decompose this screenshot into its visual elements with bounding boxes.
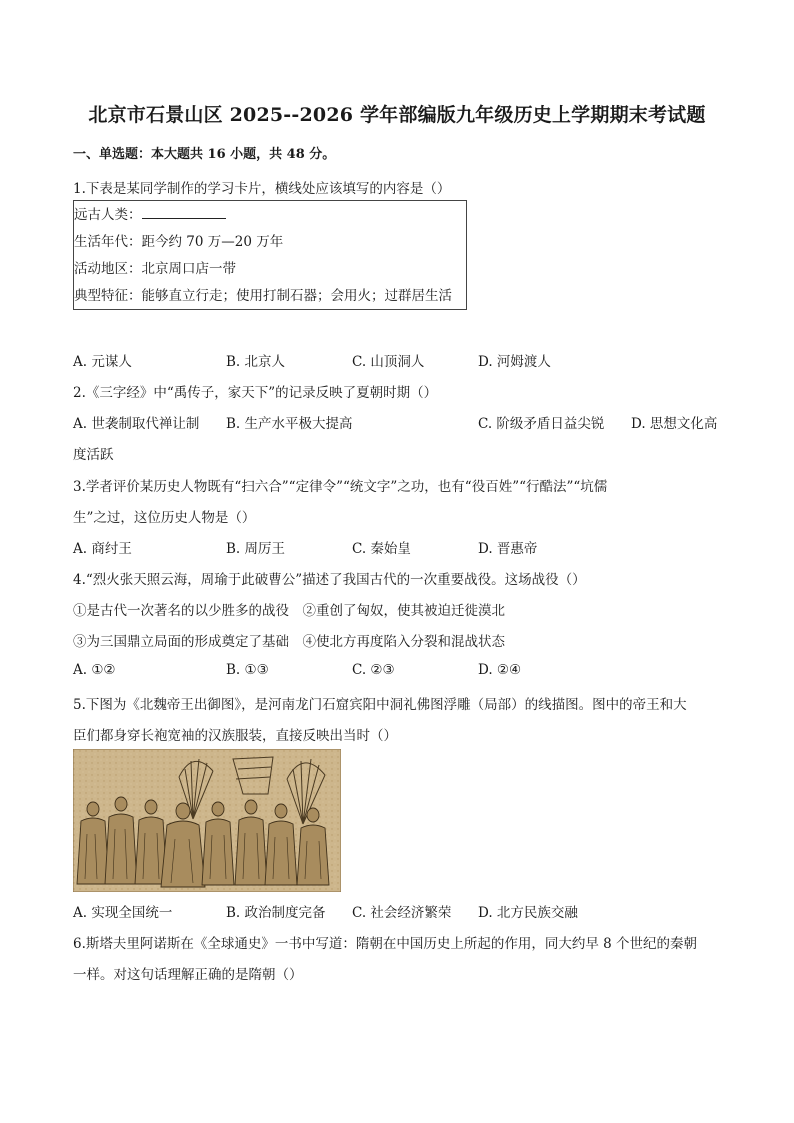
- q2-option-b[interactable]: B. 生产水平极大提高: [226, 416, 353, 432]
- q2-option-d-wrap: 度活跃: [73, 447, 114, 463]
- exam-title: 北京市石景山区 2025--2026 学年部编版九年级历史上学期期末考试题: [88, 104, 706, 126]
- q6-stem-line-1: 6.斯塔夫里阿诺斯在《全球通史》一书中写道：隋朝在中国历史上所起的作用，同大约早 8 个世纪的秦朝: [73, 936, 698, 952]
- q1-option-b[interactable]: B. 北京人: [226, 354, 286, 370]
- q4-stem: 4.“烈火张天照云海，周瑜于此破曹公”描述了我国古代的一次重要战役。这场战役（）: [73, 572, 586, 588]
- q2-option-a[interactable]: A. 世袭制取代禅让制: [73, 416, 200, 432]
- q1-stem: 1.下表是某同学制作的学习卡片，横线处应该填写的内容是（）: [73, 181, 451, 197]
- q5-stem-line-2: 臣们都身穿长袍宽袖的汉族服装，直接反映出当时（）: [73, 728, 397, 744]
- card-row-3: 活动地区：北京周口店一带: [74, 261, 236, 277]
- q2-option-c[interactable]: C. 阶级矛盾日益尖锐: [478, 416, 605, 432]
- q1-option-d[interactable]: D. 河姆渡人: [478, 354, 551, 370]
- q3-stem-line-2: 生”之过，这位历史人物是（）: [73, 510, 256, 526]
- q4-statements-1-2: ①是古代一次著名的以少胜多的战役 ②重创了匈奴，使其被迫迁徙漠北: [73, 603, 505, 619]
- q5-stem-line-1: 5.下图为《北魏帝王出御图》，是河南龙门石窟宾阳中洞礼佛图浮雕（局部）的线描图。图中的帝王和大: [73, 697, 687, 713]
- northern-wei-procession-relief-image: [73, 749, 341, 892]
- card-row-1: [74, 203, 226, 223]
- card-row-1-label: 远古人类：: [74, 207, 142, 223]
- q5-option-b[interactable]: B. 政治制度完备: [226, 905, 326, 921]
- q1-option-a[interactable]: A. 元谋人: [73, 354, 132, 370]
- q4-option-a[interactable]: A. ①②: [73, 662, 116, 678]
- answer-blank: [142, 206, 226, 219]
- card-row-2: 生活年代：距今约 70 万—20 万年: [74, 234, 284, 250]
- q5-option-d[interactable]: D. 北方民族交融: [478, 905, 578, 921]
- card-row-4: 典型特征：能够直立行走；使用打制石器；会用火；过群居生活: [74, 288, 452, 304]
- q1-option-c[interactable]: C. 山顶洞人: [352, 354, 425, 370]
- q2-option-d[interactable]: D. 思想文化高: [631, 416, 718, 432]
- q4-statements-3-4: ③为三国鼎立局面的形成奠定了基础 ④使北方再度陷入分裂和混战状态: [73, 634, 505, 650]
- q3-option-a[interactable]: A. 商纣王: [73, 541, 132, 557]
- q5-option-a[interactable]: A. 实现全国统一: [73, 905, 173, 921]
- q4-option-b[interactable]: B. ①③: [226, 662, 269, 678]
- q2-stem: 2.《三字经》中“禹传子，家天下”的记录反映了夏朝时期（）: [73, 385, 438, 401]
- section-header: 一、单选题：本大题共 16 小题，共 48 分。: [73, 147, 336, 162]
- relief-drawing: [73, 749, 341, 892]
- q6-stem-line-2: 一样。对这句话理解正确的是隋朝（）: [73, 967, 303, 983]
- q3-option-b[interactable]: B. 周厉王: [226, 541, 286, 557]
- q3-option-c[interactable]: C. 秦始皇: [352, 541, 411, 557]
- q4-option-c[interactable]: C. ②③: [352, 662, 395, 678]
- study-card: [73, 200, 467, 310]
- q5-option-c[interactable]: C. 社会经济繁荣: [352, 905, 452, 921]
- q4-option-d[interactable]: D. ②④: [478, 662, 522, 678]
- q3-stem-line-1: 3.学者评价某历史人物既有“扫六合”“定律令”“统文字”之功，也有“役百姓”“行酷法”“坑儒: [73, 479, 608, 495]
- q3-option-d[interactable]: D. 晋惠帝: [478, 541, 538, 557]
